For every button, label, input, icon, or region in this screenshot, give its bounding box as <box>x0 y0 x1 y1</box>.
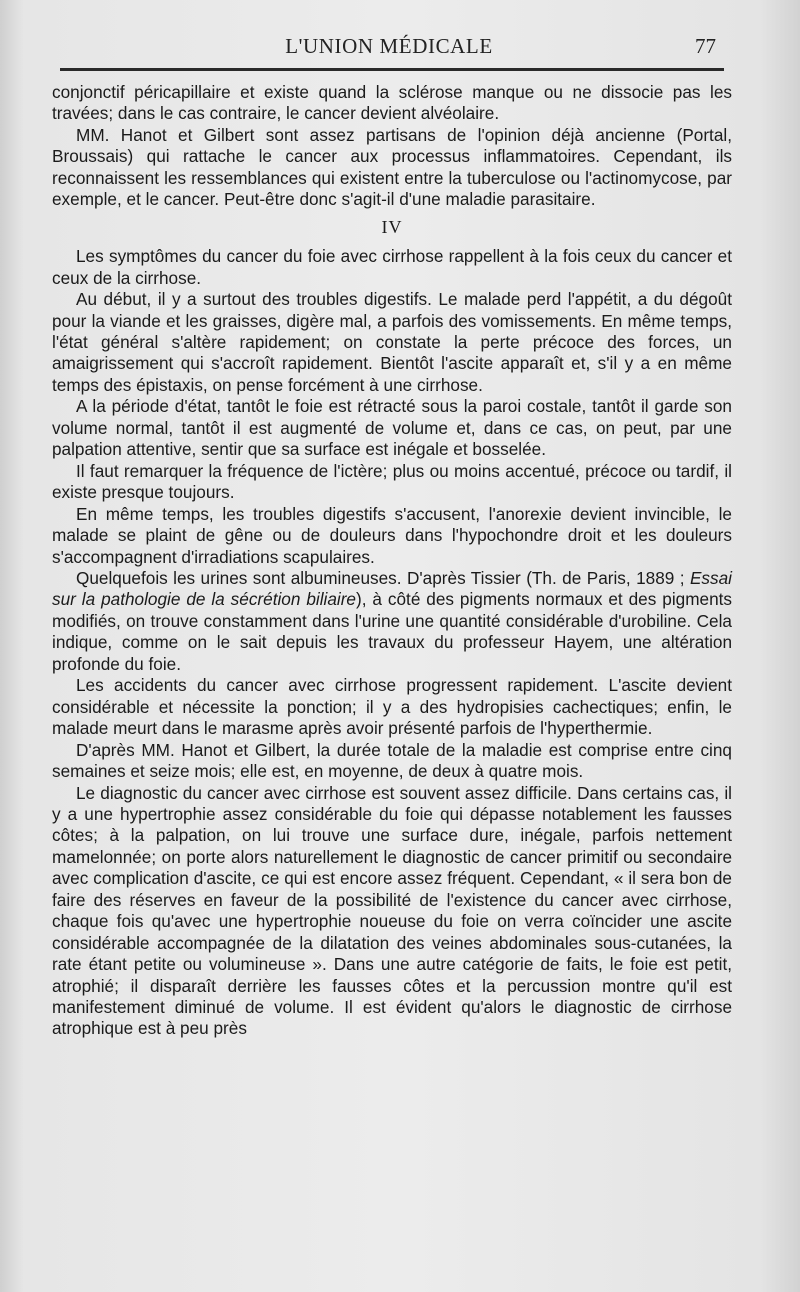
page-number: 77 <box>695 34 716 58</box>
article-body <box>52 82 732 1040</box>
paragraph: Il faut remarquer la fréquence de l'ictère; plus ou moins accentué, précoce ou tardif, il existe presque toujours. <box>52 460 732 503</box>
paragraph: Les accidents du cancer avec cirrhose progressent rapidement. L'ascite devient considérable et nécessite la ponction; il y a des hydropisies cachectiques; enfin, le malade meurt dans le marasme après avoir présenté parfois de l'hyperthermie. <box>52 675 732 739</box>
paragraph-text: ), à côté des pigments normaux et des pigments modifiés, on trouve constamment dans l'urine une quantité considérable d'urobiline. Cela indique, comme on le sait depuis les travaux du professeur Hayem, une altération profonde du foie. <box>52 589 732 674</box>
cited-thesis-title: Essai sur la pathologie de la sécrétion biliaire <box>52 567 732 610</box>
paragraph: A la période d'état, tantôt le foie est rétracté sous la paroi costale, tantôt il garde son volume normal, tantôt il est augmenté de volume et, dans ce cas, on peut, par une palpation attentive, sentir que sa surface est inégale et bosselée. <box>52 396 732 460</box>
paragraph: MM. Hanot et Gilbert sont assez partisans de l'opinion déjà ancienne (Portal, Broussais) qui rattache le cancer aux processus inflammatoires. Cependant, ils reconnaissent les ressemblances qui existent entre la tuberculose ou l'actinomycose, par exemple, et le cancer. Peut-être donc s'agit-il d'une maladie parasitaire. <box>52 124 732 210</box>
page-header <box>58 34 720 64</box>
paragraph <box>52 568 732 675</box>
journal-title: L'UNION MÉDICALE <box>285 34 493 58</box>
paragraph-text: Quelquefois les urines sont albumineuses. D'après Tissier (Th. de Paris, 1889 ; <box>76 567 690 588</box>
paragraph: Les symptômes du cancer du foie avec cirrhose rappellent à la fois ceux du cancer et ceux de la cirrhose. <box>52 246 732 288</box>
paragraph: conjonctif péricapillaire et existe quand la sclérose manque ou ne dissocie pas les travées; dans le cas contraire, le cancer devient alvéolaire. <box>52 82 732 124</box>
paragraph: Le diagnostic du cancer avec cirrhose est souvent assez difficile. Dans certains cas, il y a une hypertrophie assez considérable du foie qui dépasse notablement les fausses côtes; à la palpation, on lui trouve une surface dure, inégale, parfois nettement mamelonnée; on porte alors naturellement le diagnostic de cancer primitif ou secondaire avec complication d'ascite, ce qui est encore assez fréquent. Cependant, « il sera bon de faire des réserves en faveur de la possibilité de l'existence du cancer avec cirrhose, chaque fois qu'avec une hypertrophie noueuse du foie on verra coïncider une ascite considérable accompagnée de la dilatation des veines abdominales sous-cutanées, la rate étant petite ou volumineuse ». Dans une autre catégorie de faits, le foie est petit, atrophié; il disparaît derrière les fausses côtes et la percussion montre qu'il est manifestement diminué de volume. Il est évident qu'alors le diagnostic de cirrhose atrophique est à peu près <box>52 782 732 1039</box>
paragraph: En même temps, les troubles digestifs s'accusent, l'anorexie devient invincible, le malade se plaint de gêne ou de douleurs dans l'hypochondre droit et les douleurs s'accompagnent d'irradiations scapulaires. <box>52 503 732 567</box>
paragraph: Au début, il y a surtout des troubles digestifs. Le malade perd l'appétit, a du dégoût pour la viande et les graisses, digère mal, a parfois des vomissements. En même temps, l'état général s'altère rapidement; on constate la perte précoce des forces, un amaigrissement qui s'accroît rapidement. Bientôt l'ascite apparaît et, s'il y a en même temps des épistaxis, on pense forcément à une cirrhose. <box>52 289 732 395</box>
section-heading: IV <box>381 216 403 237</box>
paragraph: D'après MM. Hanot et Gilbert, la durée totale de la maladie est comprise entre cinq semaines et seize mois; elle est, en moyenne, de deux à quatre mois. <box>52 739 732 782</box>
header-rule <box>60 68 724 71</box>
